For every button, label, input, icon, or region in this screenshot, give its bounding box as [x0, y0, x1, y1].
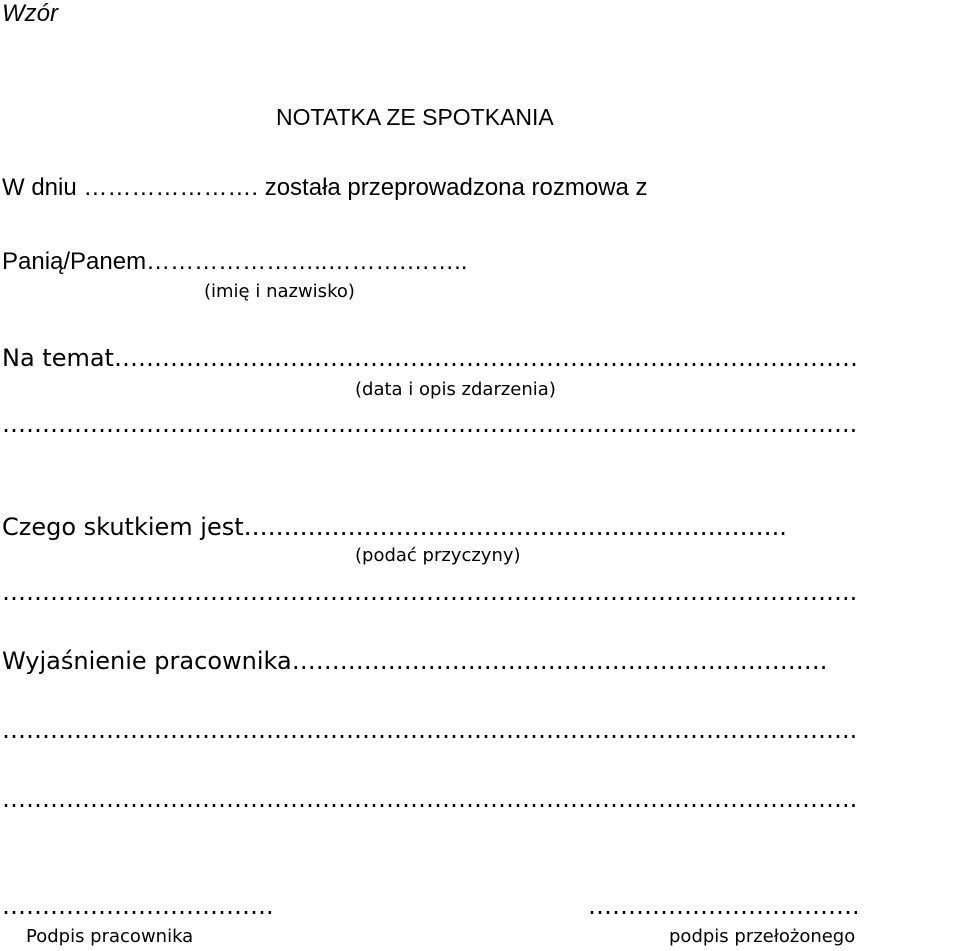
topic-hint: (data i opis zdarzenia) [355, 379, 556, 400]
explanation-continuation-1: …………………………………………………………………………………………….. [2, 716, 858, 744]
topic-line: Na temat………………………………………………………………………………… [2, 344, 858, 372]
supervisor-signature-line: ……………………………. [588, 892, 860, 920]
employee-signature-line: ……………………………. [2, 892, 274, 920]
document-title: NOTATKA ZE SPOTKANIA [276, 104, 554, 130]
date-line: W dniu …………………. została przeprowadzona rozmowa z [2, 174, 648, 201]
person-hint: (imię i nazwisko) [204, 281, 355, 302]
employee-signature-label: Podpis pracownika [26, 926, 194, 947]
person-line: Panią/Panem…………………..……….…….. [2, 248, 468, 275]
supervisor-signature-label: podpis przełożonego [669, 926, 856, 947]
cause-continuation: …………………………………………………………………………………………….. [2, 578, 858, 606]
explanation-continuation-2: …………………………………………………………………………………………….. [2, 785, 858, 813]
explanation-line: Wyjaśnienie pracownika…………………………………………………………. [2, 647, 828, 675]
cause-hint: (podać przyczyny) [355, 545, 521, 566]
cause-line: Czego skutkiem jest………………………………………………………….. [2, 513, 787, 541]
topic-continuation: …………………………………………………………………………………………….. [2, 410, 858, 438]
template-label: Wzór [2, 0, 58, 27]
